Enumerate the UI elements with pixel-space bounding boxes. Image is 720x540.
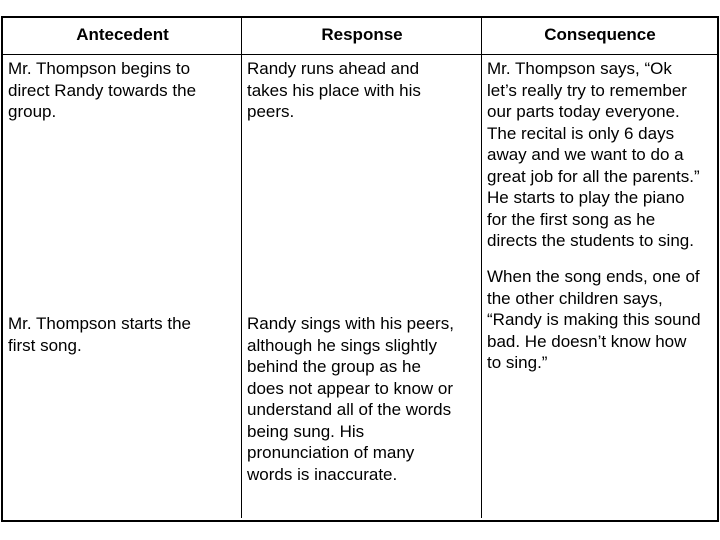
header-response: Response	[242, 18, 482, 55]
row-2-response: Randy sings with his peers, although he sings slightly behind the group as he does not appear to know or understand all of the words being sung. His pronunciation of many words is inaccurate.	[242, 262, 482, 518]
abc-table	[1, 16, 719, 522]
row-1-consequence: Mr. Thompson says, “Ok let’s really try to remember our parts today everyone. The recital is only 6 days away and we want to do a great job for all the parents.” He starts to play the piano for the first song as he directs the students to sing.	[487, 59, 700, 250]
row-2-antecedent: Mr. Thompson starts the first song.	[3, 262, 242, 518]
row-1-antecedent: Mr. Thompson begins to direct Randy towards the group.	[3, 55, 242, 262]
header-antecedent: Antecedent	[3, 18, 242, 55]
header-consequence: Consequence	[482, 18, 717, 55]
row-1-response: Randy runs ahead and takes his place with his peers.	[242, 55, 482, 262]
row-2-consequence: When the song ends, one of the other children says, “Randy is making this sound bad. He doesn’t know how to sing.”	[487, 267, 701, 372]
